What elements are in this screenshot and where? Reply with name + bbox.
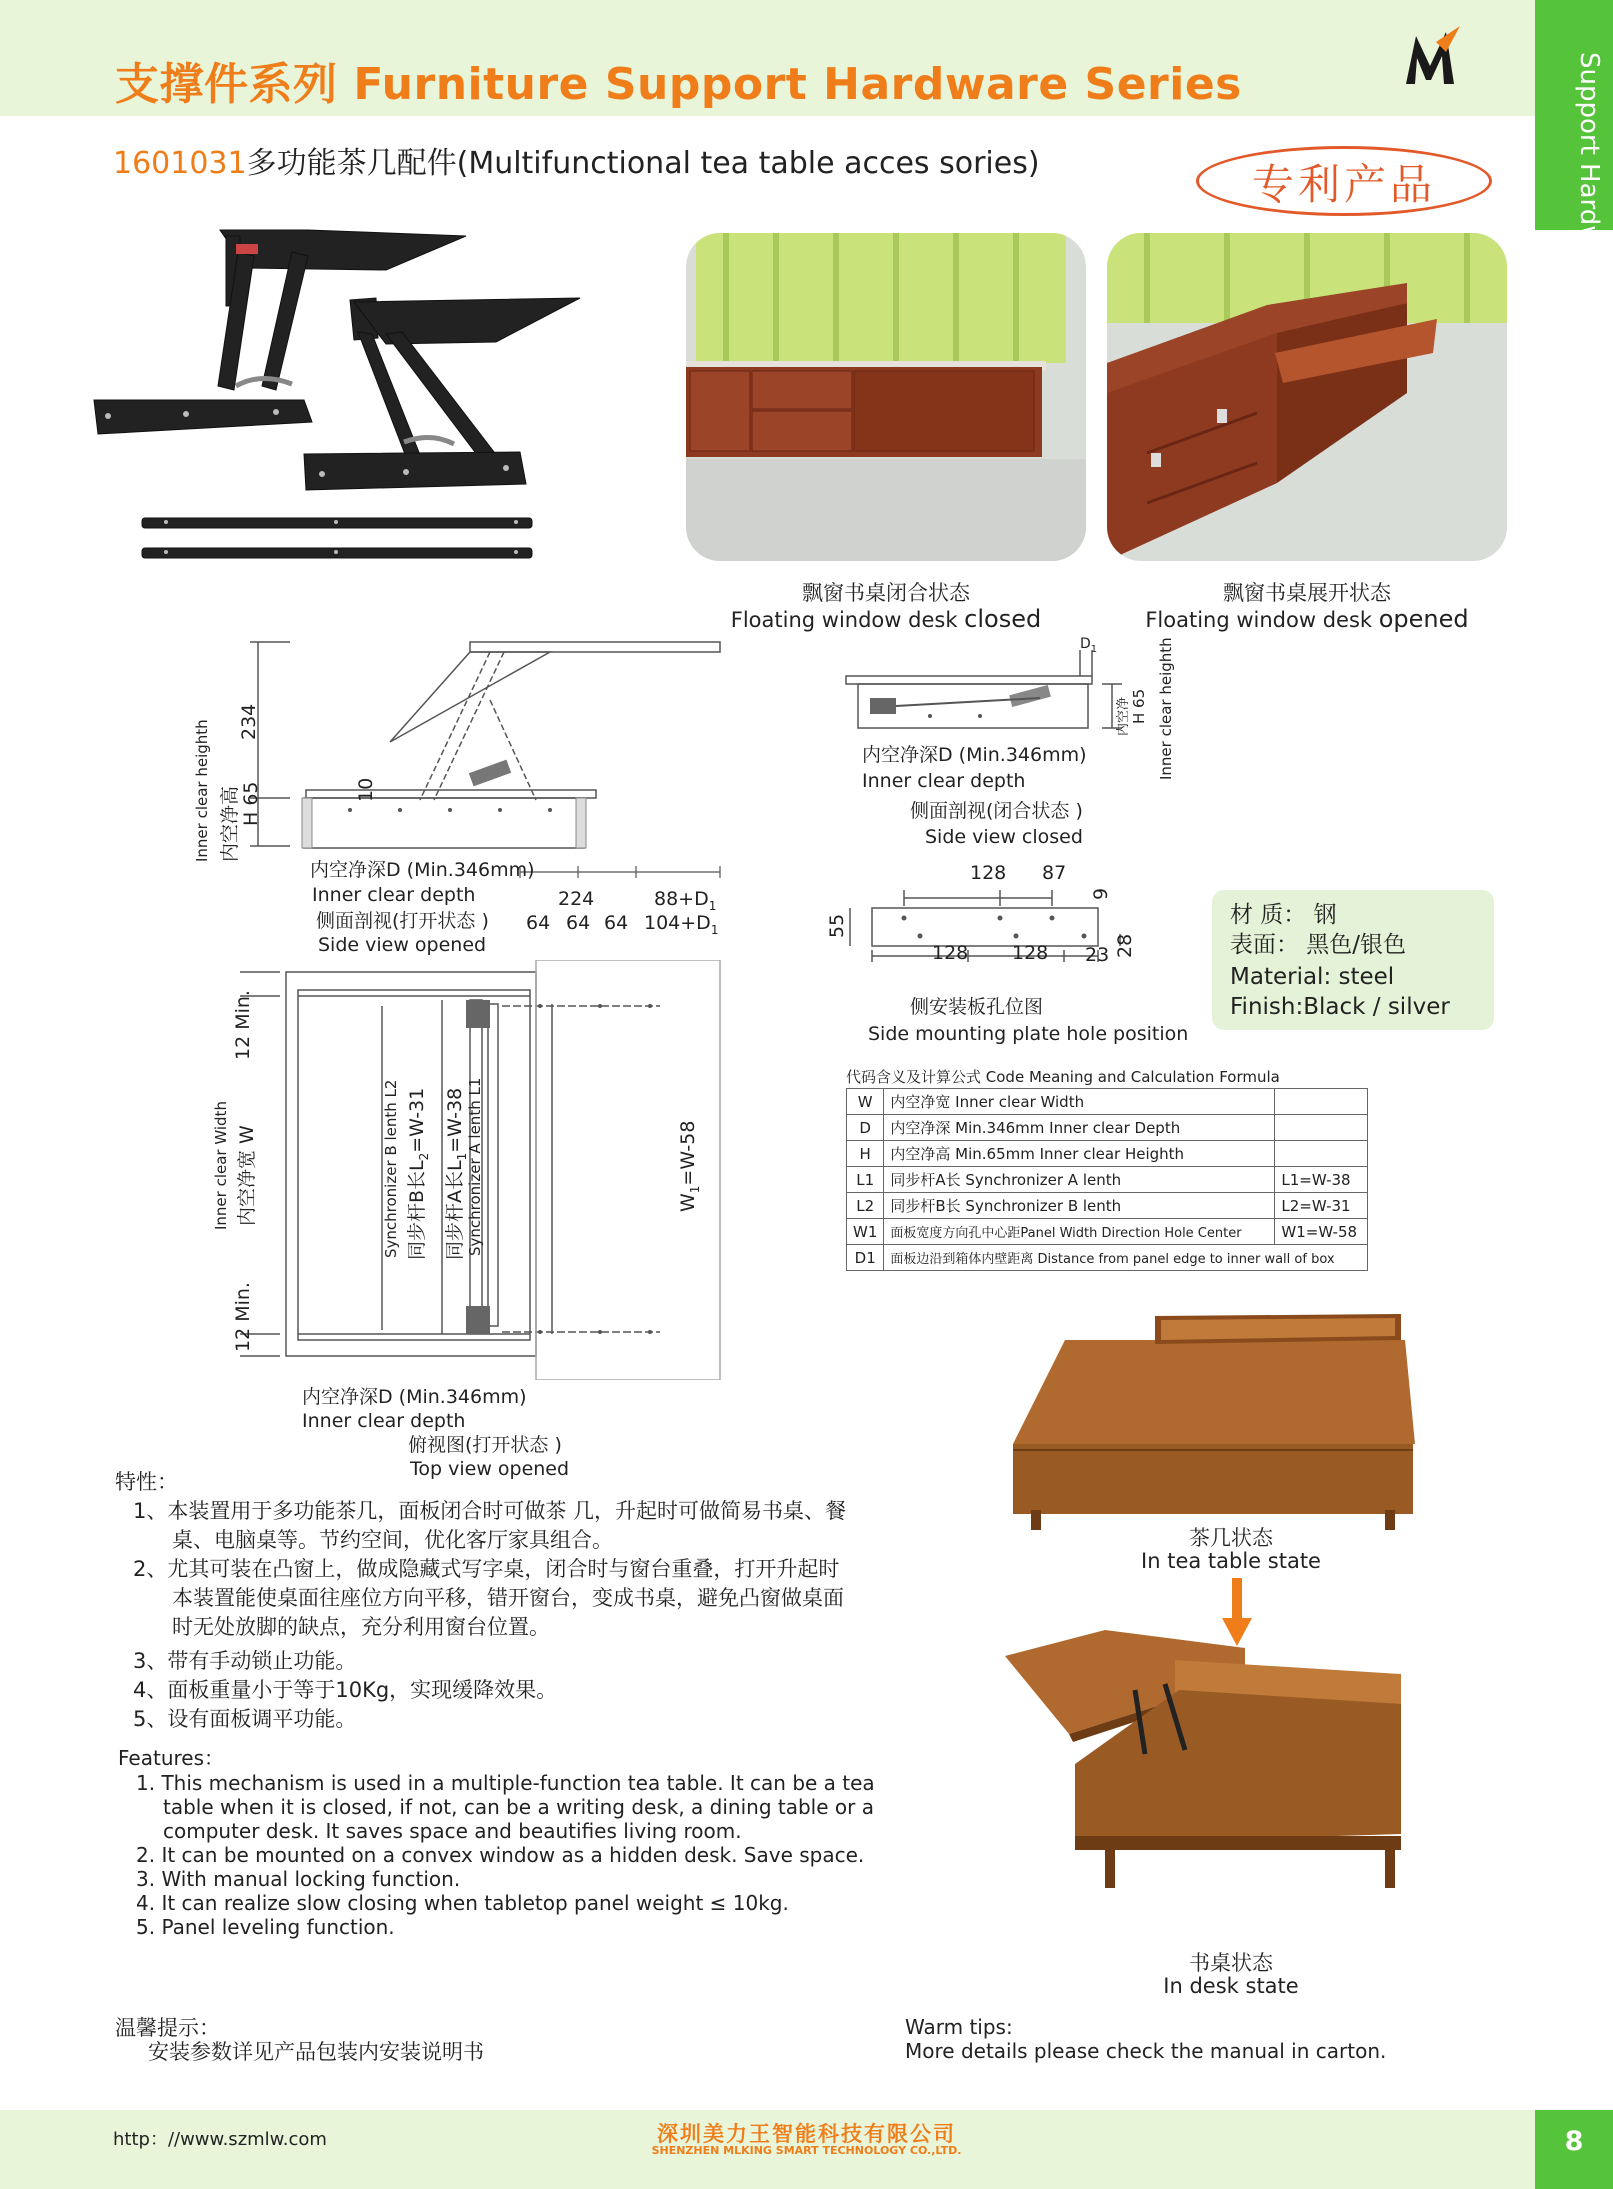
- closed-d1-text: D: [1080, 636, 1091, 652]
- table-row: [847, 1167, 1368, 1193]
- open-depth-en: Inner clear depth: [312, 884, 476, 906]
- table-row: [847, 1115, 1368, 1141]
- opened-caption-en-a: Floating window desk: [1145, 608, 1379, 632]
- top-depth-cn: 内空净深D (Min.346mm): [302, 1386, 527, 1408]
- mount-dim-128-right: 128: [1012, 942, 1049, 964]
- window-desk-opened-photo: [1107, 233, 1507, 561]
- closed-h65: H 65: [1130, 688, 1148, 724]
- mount-dim-87: 87: [1042, 862, 1067, 884]
- dim-104-text: 104+D: [644, 912, 711, 934]
- top-l1-sub: 1: [454, 1152, 469, 1161]
- opened-caption-en-b: opened: [1378, 605, 1469, 633]
- table-meaning: 内空净高 Min.65mm Inner clear Heighth: [884, 1141, 1275, 1167]
- dim-104-d1: [644, 912, 718, 937]
- top-l2-cn: [402, 1088, 431, 1260]
- table-row: [847, 1089, 1368, 1115]
- table-key: W1: [847, 1219, 884, 1245]
- dim-64-a: 64: [526, 912, 551, 934]
- table-key: L2: [847, 1193, 884, 1219]
- closed-caption-en-b: closed: [964, 605, 1042, 633]
- table-meaning: 内空净宽 Inner clear Width: [884, 1089, 1275, 1115]
- opened-caption-cn: 飘窗书桌展开状态: [1223, 581, 1391, 605]
- mount-title-cn: 侧安装板孔位图: [910, 996, 1044, 1018]
- code-table: [846, 1088, 1368, 1271]
- dim-234: 234: [238, 703, 260, 740]
- tea-state-cn: 茶几状态: [1189, 1526, 1273, 1550]
- desk-state-cn: 书桌状态: [1189, 1951, 1273, 1975]
- top-view-title-cn: 俯视图(打开状态 ): [408, 1434, 562, 1456]
- closed-d1-sub: 1: [1090, 643, 1098, 655]
- mount-dim-128-left: 128: [932, 942, 969, 964]
- table-meaning: 面板宽度方向孔中心距Panel Width Direction Hole Center: [884, 1219, 1275, 1245]
- material-cn: 材 质： 钢: [1230, 902, 1337, 928]
- table-key: L1: [847, 1167, 884, 1193]
- top-l2-formula: =W-31: [406, 1087, 428, 1153]
- top-l1-formula: =W-38: [444, 1087, 466, 1153]
- tips-en-title: Warm tips:: [905, 2015, 1013, 2039]
- closed-h-cn: 内空净: [1116, 696, 1131, 736]
- tips-cn-text: 安装参数详见产品包装内安装说明书: [148, 2040, 484, 2064]
- feature-cn-line: 本装置能使桌面往座位方向平移，错开窗台，变成书桌，避免凸窗做桌面: [172, 1586, 844, 1610]
- table-row: [847, 1219, 1368, 1245]
- h65-label: H 65: [240, 781, 262, 826]
- tea-table-state-image: [1005, 1310, 1425, 1530]
- opened-caption-en: [1107, 606, 1507, 634]
- feature-cn-line: 时无处放脚的缺点，充分利用窗台位置。: [172, 1615, 550, 1639]
- closed-view-title-en: Side view closed: [925, 826, 1083, 848]
- top-view-title-en: Top view opened: [410, 1458, 570, 1480]
- table-formula: W1=W-58: [1275, 1219, 1368, 1245]
- inner-height-label-cn: 内空净高: [219, 785, 241, 862]
- dim-104-sub: 1: [710, 922, 719, 937]
- closed-d1-label: [1080, 636, 1097, 655]
- feature-en-line: 3. With manual locking function.: [136, 1867, 461, 1891]
- feature-en-line: 1. This mechanism is used in a multiple-function tea table. It can be a tea: [136, 1771, 875, 1795]
- top-depth-en: Inner clear depth: [302, 1410, 466, 1432]
- side-view-closed-drawing: [840, 640, 1140, 750]
- desk-state-en: In desk state: [1163, 1974, 1299, 1998]
- mount-dim-55: 55: [826, 913, 848, 938]
- table-row: [847, 1193, 1368, 1219]
- mount-dim-28: 28: [1114, 933, 1136, 958]
- tips-en-text: More details please check the manual in carton.: [905, 2039, 1387, 2063]
- dim-64-b: 64: [566, 912, 591, 934]
- dim-64-c: 64: [604, 912, 629, 934]
- table-meaning: 面板边沿到箱体内壁距离 Distance from panel edge to inner wall of box: [884, 1245, 1368, 1271]
- footer-company-en: SHENZHEN MLKING SMART TECHNOLOGY CO.,LTD.: [651, 2144, 962, 2157]
- window-desk-closed-photo: [686, 233, 1086, 561]
- table-meaning: 同步杆A长 Synchronizer A lenth: [884, 1167, 1275, 1193]
- table-row: [847, 1245, 1368, 1271]
- table-key: H: [847, 1141, 884, 1167]
- footer-company-cn: 深圳美力王智能科技有限公司: [657, 2122, 956, 2146]
- hardware-product-image: [86, 222, 586, 572]
- closed-depth-cn: 内空净深D (Min.346mm): [862, 744, 1087, 766]
- top-min12-bottom: 12 Min.: [232, 1282, 254, 1352]
- open-view-title-en: Side view opened: [318, 934, 487, 956]
- inner-height-label-en: Inner clear heighth: [193, 719, 211, 862]
- feature-cn-line: 2、尤其可装在凸窗上，做成隐藏式写字桌，闭合时与窗台重叠，打开升起时: [133, 1557, 840, 1581]
- top-l2-en: Synchronizer B lenth L2: [382, 1079, 400, 1258]
- dim-10: 10: [355, 777, 377, 802]
- product-heading: [113, 138, 1040, 182]
- closed-caption-en-a: Floating window desk: [730, 608, 965, 632]
- table-key: D1: [847, 1245, 884, 1271]
- dim-224: 224: [558, 888, 595, 910]
- table-formula: L1=W-38: [1275, 1167, 1368, 1193]
- finish-cn: 表面： 黑色/银色: [1230, 932, 1407, 958]
- closed-view-title-cn: 侧面剖视(闭合状态 ): [910, 800, 1083, 822]
- top-w1-text: W: [677, 1193, 699, 1212]
- open-view-title-cn: 侧面剖视(打开状态 ): [316, 910, 489, 932]
- top-w1-formula: =W-58: [677, 1120, 699, 1186]
- table-key: W: [847, 1089, 884, 1115]
- closed-caption-cn: 飘窗书桌闭合状态: [802, 581, 970, 605]
- table-row: [847, 1141, 1368, 1167]
- footer-url-link[interactable]: http：//www.szmlw.com: [113, 2129, 327, 2150]
- feature-en-line: 5. Panel leveling function.: [136, 1915, 395, 1939]
- feature-en-line: table when it is closed, if not, can be a writing desk, a dining table or a: [163, 1795, 874, 1819]
- dim-88-d1: [654, 888, 716, 913]
- table-meaning: 同步杆B长 Synchronizer B lenth: [884, 1193, 1275, 1219]
- closed-caption-en: [686, 606, 1086, 634]
- mount-title-en: Side mounting plate hole position: [868, 1023, 1189, 1045]
- feature-cn-line: 5、设有面板调平功能。: [133, 1707, 357, 1731]
- mount-dim-128-top: 128: [970, 862, 1007, 884]
- table-formula: [1275, 1141, 1368, 1167]
- page-number: 8: [1564, 2126, 1584, 2157]
- features-cn-title: 特性：: [115, 1470, 178, 1494]
- dim-88-sub: 1: [708, 898, 717, 913]
- tips-cn-title: 温馨提示：: [115, 2016, 220, 2040]
- feature-en-line: computer desk. It saves space and beautifies living room.: [163, 1819, 742, 1843]
- material-en: Material: steel: [1230, 964, 1395, 990]
- feature-cn-line: 3、带有手动锁止功能。: [133, 1649, 357, 1673]
- table-formula: [1275, 1089, 1368, 1115]
- side-tab-label: Support Hardware: [1574, 52, 1604, 289]
- closed-inner-height-en: Inner clear heighth: [1157, 637, 1175, 780]
- table-formula: L2=W-31: [1275, 1193, 1368, 1219]
- brand-logo-icon: [1402, 22, 1472, 92]
- open-depth-cn: 内空净深D (Min.346mm): [310, 859, 535, 881]
- patent-label: 专利产品: [1251, 160, 1436, 209]
- feature-cn-line: 1、本装置用于多功能茶几，面板闭合时可做茶 几，升起时可做简易书桌、餐: [133, 1499, 847, 1523]
- mount-dim-9: 9: [1090, 887, 1112, 900]
- feature-en-line: 2. It can be mounted on a convex window as a hidden desk. Save space.: [136, 1843, 865, 1867]
- closed-depth-en: Inner clear depth: [862, 770, 1026, 792]
- top-width-cn: 内空净宽 W: [236, 1125, 258, 1226]
- feature-en-line: 4. It can realize slow closing when tabletop panel weight ≤ 10kg.: [136, 1891, 789, 1915]
- features-en-title: Features：: [118, 1746, 224, 1770]
- top-l1-cn: [440, 1088, 469, 1260]
- product-name: 多功能茶几配件(Multifunctional tea table acces sories): [246, 146, 1040, 181]
- code-table-title: 代码含义及计算公式 Code Meaning and Calculation Formula: [846, 1068, 1280, 1086]
- top-l2-sub: 2: [416, 1152, 431, 1161]
- table-meaning: 内空净深 Min.346mm Inner clear Depth: [884, 1115, 1275, 1141]
- feature-cn-line: 4、面板重量小于等于10Kg，实现缓降效果。: [133, 1678, 558, 1702]
- top-view-opened-drawing: [240, 960, 730, 1380]
- feature-cn-line: 桌、电脑桌等。节约空间，优化客厅家具组合。: [172, 1528, 613, 1552]
- top-l2-cn-text: 同步杆B长L: [406, 1160, 428, 1260]
- top-min12-top: 12 Min.: [232, 990, 254, 1060]
- table-formula: [1275, 1115, 1368, 1141]
- desk-state-image: [1005, 1630, 1425, 1900]
- tea-state-en: In tea table state: [1141, 1549, 1321, 1573]
- mount-dim-23: 23: [1085, 944, 1110, 966]
- top-w1: [677, 1121, 702, 1212]
- table-key: D: [847, 1115, 884, 1141]
- top-l1-en: Synchronizer A lenth L1: [466, 1077, 484, 1256]
- top-width-en: Inner clear Width: [212, 1101, 230, 1230]
- product-code: 1601031: [113, 146, 247, 181]
- dim-88-text: 88+D: [654, 888, 709, 910]
- top-l1-cn-text: 同步杆A长L: [444, 1160, 466, 1260]
- side-view-opened-drawing: [250, 640, 730, 880]
- page-title: 支撑件系列 Furniture Support Hardware Series: [115, 59, 1242, 110]
- top-w1-sub: 1: [687, 1185, 702, 1194]
- finish-en: Finish:Black / silver: [1230, 994, 1450, 1020]
